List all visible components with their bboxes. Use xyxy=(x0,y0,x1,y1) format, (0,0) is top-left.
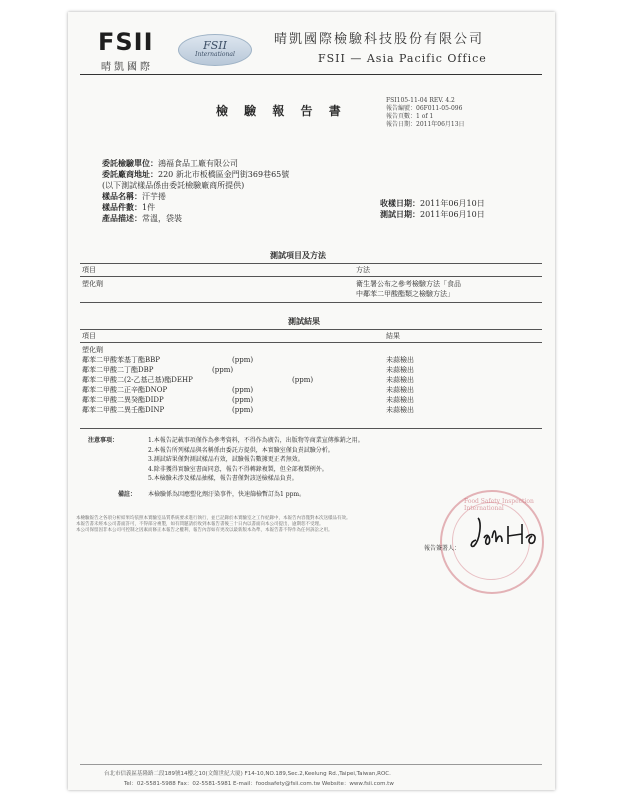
ref-line: 報告編號：06F011-05-096 xyxy=(386,105,463,112)
result-value: 未蒜檢出 xyxy=(386,386,414,394)
tested-row xyxy=(380,209,485,220)
tested-label: 測試日期： xyxy=(380,209,420,219)
result-unit: (ppm) xyxy=(292,376,314,384)
note-item: 4.除非獲得實驗室書面同意，報告不得轉錄複製，但全部複製例外。 xyxy=(148,465,328,473)
results-header-rule xyxy=(80,342,542,343)
results-group: 塑化劑 xyxy=(82,346,103,354)
company-logo: FSII xyxy=(98,28,154,56)
results-bottom-rule xyxy=(80,428,542,429)
client-label: 委託檢驗單位： xyxy=(102,158,158,168)
oval-logo-subtext: International xyxy=(195,51,235,58)
remark-label: 備註： xyxy=(118,491,137,498)
company-office: FSII — Asia Pacific Office xyxy=(318,52,487,65)
seal-text: Food Safety Inspection International xyxy=(464,498,534,512)
footer-contact: Tel：02-5581-5988 Fax：02-5581-5981 E-mail：foodsafety@fsii.com.tw Website：www.fsii.com.tw xyxy=(124,781,394,787)
sample-count-label: 樣品件數： xyxy=(102,202,142,212)
received-row xyxy=(380,198,485,209)
result-name: 鄰苯二甲酸二(2-乙基己基)酯DEHP xyxy=(82,376,193,384)
handwritten-signature xyxy=(468,512,548,552)
sample-count-value: 1件 xyxy=(142,203,156,212)
company-name: 晴凱國際檢驗科技股份有限公司 xyxy=(274,32,485,47)
method-line: 中鄰苯二甲酸酯類之檢驗方法」 xyxy=(356,290,454,298)
notes-label: 注意事項： xyxy=(88,437,119,444)
address-row xyxy=(102,169,289,180)
result-unit: (ppm) xyxy=(212,366,234,374)
results-col-item: 項目 xyxy=(82,332,96,340)
sample-name-value: 汗芋捲 xyxy=(142,192,166,201)
ref-line: 報告日期：2011年06月13日 xyxy=(386,121,465,128)
result-name: 鄰苯二甲酸二異癸酯DIDP xyxy=(82,396,164,404)
fineprint-line: 本檢驗報告之各項分析結果均依照本實驗室品質系統要求進行執行，並已記錄於本實驗室之工作紀錄中，本報告內容僅對本次送樣品有效。 xyxy=(76,516,351,521)
fineprint xyxy=(76,516,351,534)
signatory-label: 報告簽署人： xyxy=(424,545,461,552)
result-unit: (ppm) xyxy=(232,406,254,414)
result-name: 鄰苯二甲酸二異壬酯DINP xyxy=(82,406,165,414)
results-row xyxy=(82,395,254,405)
results-col-result: 結果 xyxy=(386,332,400,340)
ref-line: FSI105-11-04 REV. 4.2 xyxy=(386,97,455,104)
ref-line: 報告頁數：1 of 1 xyxy=(386,113,434,120)
result-name: 鄰苯二甲酸二丁酯DBP xyxy=(82,366,154,374)
provided-note: (以下測試樣品係由委託檢驗廠商所提供) xyxy=(102,181,245,190)
footer-address: 台北市信義區基隆路二段189號14樓之10(文館世紀大廈) F14-10,NO.189,Sec.2,Keelung Rd.,Taipei,Taiwan,ROC. xyxy=(104,771,391,777)
dates-info xyxy=(380,198,485,220)
result-unit: (ppm) xyxy=(232,396,254,404)
notes-list xyxy=(148,436,364,484)
received-value: 2011年06月10日 xyxy=(420,199,485,208)
description-label: 產品描述： xyxy=(102,213,142,223)
sample-count-row xyxy=(102,202,289,213)
results-row xyxy=(82,355,254,365)
result-value: 未蒜檢出 xyxy=(386,396,414,404)
method-line: 衛生署公布之參考檢驗方法「食品 xyxy=(356,280,461,288)
note-item: 1.本報告記載事項僅作為參考資料，不得作為廣告，出版物等商業宣傳推銷之用。 xyxy=(148,437,364,444)
methods-col-method: 方法 xyxy=(356,266,370,274)
fineprint-line: 本公司保留因非本公司可控制之因素而修正本報告之權利，報告內容如有更改以最新版本為準，本報告書不得作為任何訴訟之用。 xyxy=(76,528,333,533)
company-logo-subtitle: 晴凱國際 xyxy=(101,62,153,73)
header-divider xyxy=(80,74,542,75)
result-unit: (ppm) xyxy=(232,356,254,364)
client-row xyxy=(102,158,289,169)
result-value: 未蒜檢出 xyxy=(386,356,414,364)
methods-top-rule xyxy=(80,263,542,264)
address-label: 委託廠商地址： xyxy=(102,169,158,179)
results-row xyxy=(82,375,314,385)
result-unit: (ppm) xyxy=(232,386,254,394)
results-heading: 測試結果 xyxy=(288,316,320,326)
methods-heading: 測試項目及方法 xyxy=(270,250,326,260)
received-label: 收樣日期： xyxy=(380,198,420,208)
description-value: 常溫，袋裝 xyxy=(142,214,182,223)
report-reference xyxy=(386,97,465,129)
results-row xyxy=(82,385,254,395)
fineprint-line: 本報告書未經本公司書面許可，不得部分複製，如有問題請於收到本報告書後三十日內以書面向本公司提出，逾期恕不受理。 xyxy=(76,522,324,527)
results-top-rule xyxy=(80,329,542,330)
methods-item: 塑化劑 xyxy=(82,280,103,288)
result-name: 鄰苯二甲酸苯基丁酯BBP xyxy=(82,356,160,364)
address-value: 220 新北市板橋區金門街369巷65號 xyxy=(158,170,290,179)
methods-method xyxy=(356,279,461,299)
oval-logo-text: FSII xyxy=(203,39,227,52)
international-oval-logo xyxy=(178,34,252,66)
client-value: 鴻福食品工廠有限公司 xyxy=(158,159,238,168)
methods-col-item: 項目 xyxy=(82,266,96,274)
note-item: 2.本報告所列樣品與名稱係由委託方提供，本實驗室僅負責試驗分析。 xyxy=(148,446,334,454)
results-row xyxy=(82,405,254,415)
result-value: 未蒜檢出 xyxy=(386,376,414,384)
result-name: 鄰苯二甲酸二正辛酯DNOP xyxy=(82,386,168,394)
note-item: 5.本檢驗未涉及樣品抽樣，報告書僅對該送檢樣品負責。 xyxy=(148,475,298,482)
sample-name-label: 樣品名稱： xyxy=(102,191,142,201)
methods-header-rule xyxy=(80,276,542,277)
description-row xyxy=(102,213,289,224)
tested-value: 2011年06月10日 xyxy=(420,210,485,219)
report-page xyxy=(68,12,555,790)
methods-bottom-rule xyxy=(80,302,542,303)
note-item: 3.測試結果僅對測試樣品有效，試驗報告數據更正者無效。 xyxy=(148,456,304,463)
footer-divider xyxy=(80,764,542,765)
results-row xyxy=(82,365,234,375)
remark-text: 本檢驗係為因應塑化劑汙染事件，快速篩檢暫訂為1 ppm。 xyxy=(148,491,306,498)
result-value: 未蒜檢出 xyxy=(386,366,414,374)
sample-name-row xyxy=(102,191,289,202)
client-info xyxy=(102,158,289,224)
result-value: 未蒜檢出 xyxy=(386,406,414,414)
report-title: 檢 驗 報 告 書 xyxy=(216,104,347,118)
